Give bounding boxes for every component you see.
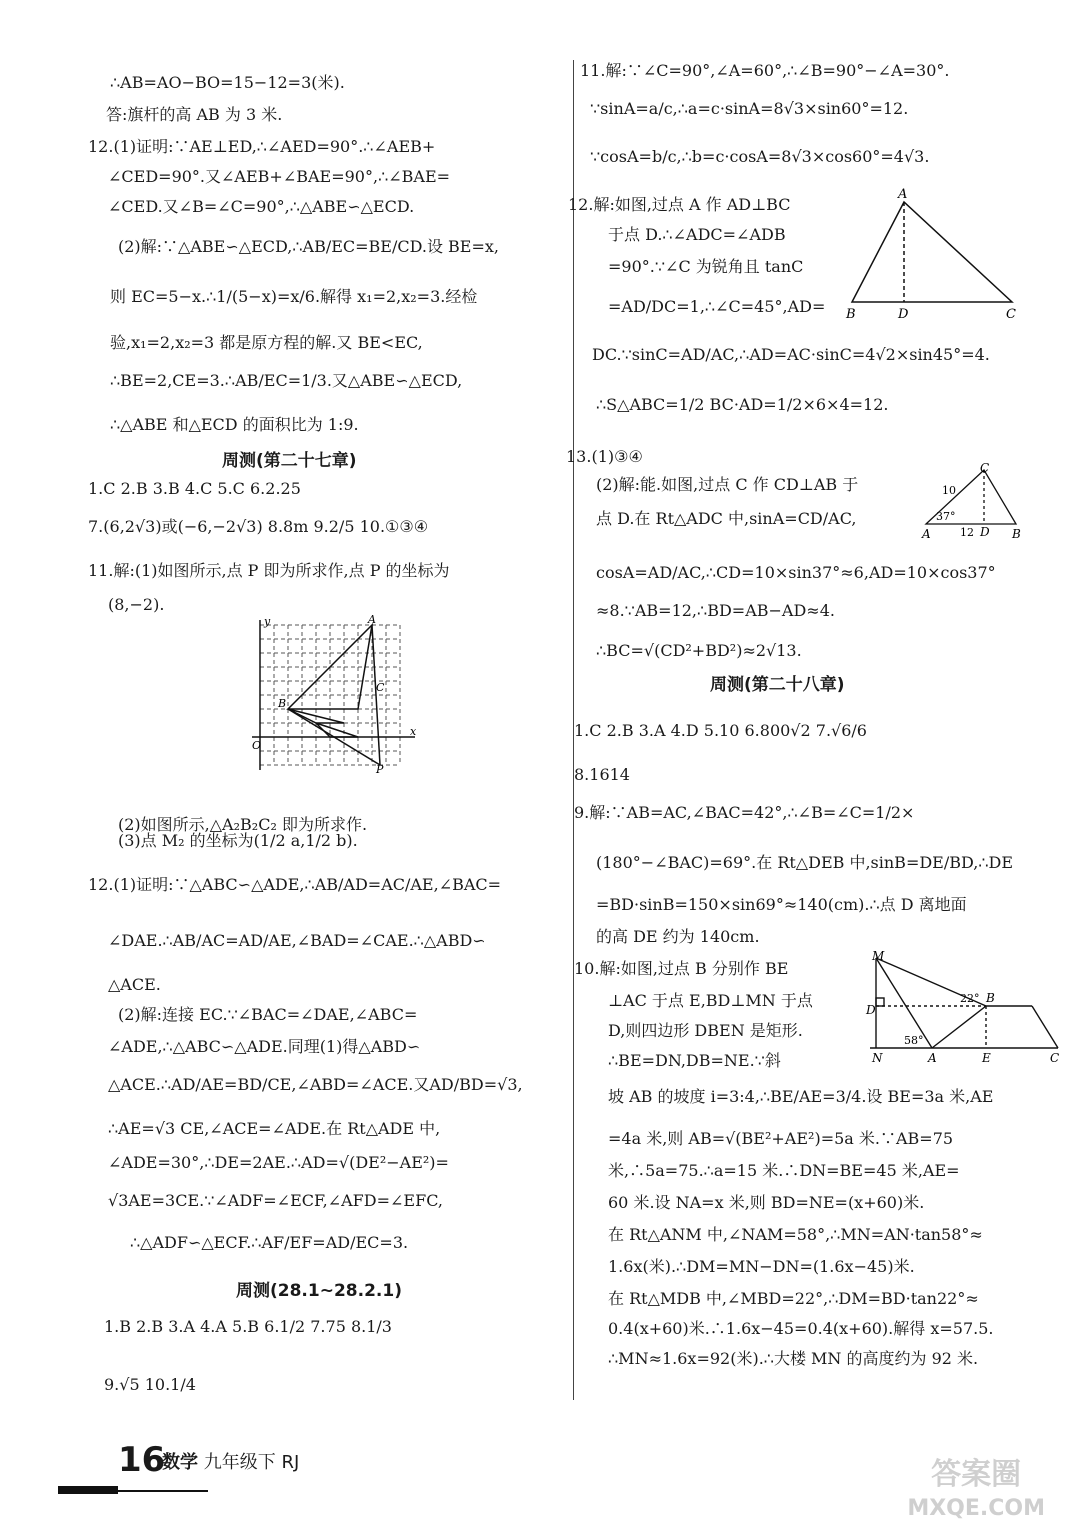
- text-line: 9.解:∵AB=AC,∠BAC=42°,∴∠B=∠C=1/2×: [574, 803, 915, 822]
- watermark-bottom: MXQE.COM: [907, 1496, 1045, 1521]
- svg-text:M: M: [872, 949, 885, 963]
- text-line: ∴AE=√3 CE,∠ACE=∠ADE.在 Rt△ADE 中,: [108, 1119, 441, 1138]
- text-line: 则 EC=5−x.∴1/(5−x)=x/6.解得 x₁=2,x₂=3.经检: [110, 287, 478, 306]
- svg-text:O: O: [252, 739, 262, 752]
- text-line: 12.(1)证明:∵AE⊥ED,∴∠AED=90°.∴∠AEB+: [88, 137, 436, 156]
- svg-text:A: A: [928, 1051, 937, 1065]
- text-line: √3AE=3CE.∵∠ADF=∠ECF,∠AFD=∠EFC,: [108, 1191, 443, 1210]
- svg-text:D: D: [898, 307, 909, 322]
- text-line: ∠CED=90°.又∠AEB+∠BAE=90°,∴∠BAE=: [108, 167, 451, 186]
- text-line: ∴BE=2,CE=3.∴AB/EC=1/3.又△ABE∽△ECD,: [110, 371, 463, 390]
- watermark-logo: [907, 1458, 1045, 1526]
- text-line: ∴AB=AO−BO=15−12=3(米).: [110, 73, 345, 92]
- text-line: =AD/DC=1,∴∠C=45°,AD=: [608, 297, 826, 316]
- text-line: (180°−∠BAC)=69°.在 Rt△DEB 中,sinB=DE/BD,∴DE: [596, 853, 1014, 872]
- text-line: (2)解:连接 EC.∵∠BAC=∠DAE,∠ABC=: [118, 1005, 418, 1024]
- text-line: ∴MN≈1.6x=92(米).∴大楼 MN 的高度约为 92 米.: [608, 1349, 979, 1368]
- text-line: 10.解:如图,过点 B 分别作 BE: [574, 959, 789, 978]
- svg-text:N: N: [872, 1051, 883, 1065]
- text-line: 于点 D.∴∠ADC=∠ADB: [608, 225, 786, 244]
- text-line: 1.6x(米).∴DM=MN−DN=(1.6x−45)米.: [608, 1257, 915, 1276]
- svg-text:C: C: [376, 681, 385, 694]
- text-line: 在 Rt△MDB 中,∠MBD=22°,∴DM=BD·tan22°≈: [608, 1289, 979, 1308]
- svg-text:A: A: [368, 615, 376, 626]
- svg-text:B: B: [1012, 527, 1021, 541]
- text-line: (2)解:能.如图,过点 C 作 CD⊥AB 于: [596, 475, 859, 494]
- text-line: ≈8.∵AB=12,∴BD=AB−AD≈4.: [596, 601, 835, 620]
- text-line: ∠ADE,∴△ABC∽△ADE.同理(1)得△ABD∽: [108, 1037, 421, 1056]
- text-line: ∵cosA=b/c,∴b=c·cosA=8√3×cos60°=4√3.: [590, 147, 930, 166]
- text-line: (8,−2).: [108, 595, 165, 614]
- text-line: ∴S△ABC=1/2 BC·AD=1/2×6×4=12.: [596, 395, 889, 414]
- text-line: 11.解:∵∠C=90°,∠A=60°,∴∠B=90°−∠A=30°.: [580, 61, 950, 80]
- svg-text:C: C: [980, 462, 990, 475]
- svg-text:37°: 37°: [936, 510, 956, 523]
- text-line: 0.4(x+60)米.∴1.6x−45=0.4(x+60).解得 x=57.5.: [608, 1319, 994, 1338]
- answer-line: 9.√5 10.1/4: [104, 1375, 196, 1394]
- text-line: (2)解:∵△ABE∽△ECD,∴AB/EC=BE/CD.设 BE=x,: [118, 237, 499, 256]
- triangle-figure-12: [842, 186, 1032, 322]
- section-heading: 周测(第二十八章): [710, 675, 845, 695]
- footer-line: [118, 1490, 208, 1492]
- text-line: (3)点 M₂ 的坐标为(1/2 a,1/2 b).: [118, 831, 358, 850]
- answer-line: 1.C 2.B 3.A 4.D 5.10 6.800√2 7.√6/6: [574, 721, 867, 740]
- svg-text:22°: 22°: [960, 992, 980, 1005]
- text-line: (2)如图所示,△A₂B₂C₂ 即为所求作.: [118, 815, 368, 834]
- svg-text:B: B: [986, 991, 995, 1005]
- footer-grade: 九年级下: [203, 1452, 276, 1473]
- building-slope-figure: [862, 948, 1062, 1066]
- text-line: ⊥AC 于点 E,BD⊥MN 于点: [608, 991, 813, 1010]
- text-line: 的高 DE 约为 140cm.: [596, 927, 760, 946]
- text-line: 点 D.在 Rt△ADC 中,sinA=CD/AC,: [596, 509, 857, 528]
- text-line: ∠CED.又∠B=∠C=90°,∴△ABE∽△ECD.: [108, 197, 415, 216]
- text-line: 坡 AB 的坡度 i=3:4,∴BE/AE=3/4.设 BE=3a 米,AE: [608, 1087, 994, 1106]
- text-line: ∵sinA=a/c,∴a=c·sinA=8√3×sin60°=12.: [590, 99, 909, 118]
- text-line: 答:旗杆的高 AB 为 3 米.: [106, 105, 283, 124]
- text-line: cosA=AD/AC,∴CD=10×sin37°≈6,AD=10×cos37°: [596, 563, 996, 582]
- svg-text:A: A: [922, 527, 931, 541]
- page-number: 16: [118, 1440, 166, 1480]
- watermark-top: 答案圈: [931, 1457, 1022, 1492]
- footer-edition: RJ: [281, 1452, 300, 1473]
- svg-text:P: P: [376, 763, 384, 775]
- text-line: DC.∵sinC=AD/AC,∴AD=AC·sinC=4√2×sin45°=4.: [592, 345, 990, 364]
- triangle-figure-13: [916, 462, 1026, 542]
- text-line: 12.解:如图,过点 A 作 AD⊥BC: [568, 195, 791, 214]
- text-line: ∴BE=DN,DB=NE.∵斜: [608, 1051, 781, 1070]
- svg-text:10: 10: [942, 484, 956, 497]
- text-line: △ACE.: [108, 975, 161, 994]
- text-line: 在 Rt△ANM 中,∠NAM=58°,∴MN=AN·tan58°≈: [608, 1225, 983, 1244]
- svg-text:A: A: [898, 187, 908, 202]
- text-line: ∠DAE.∴AB/AC=AD/AE,∠BAD=∠CAE.∴△ABD∽: [108, 931, 486, 950]
- svg-text:D: D: [980, 525, 990, 539]
- text-line: 12.(1)证明:∵△ABC∽△ADE,∴AB/AD=AC/AE,∠BAC=: [88, 875, 502, 894]
- footer-title: [162, 1448, 299, 1474]
- footer-subject: 数学: [162, 1452, 198, 1473]
- text-line: 13.(1)③④: [566, 447, 643, 466]
- text-line: ∠ADE=30°,∴DE=2AE.∴AD=√(DE²−AE²)=: [108, 1153, 449, 1172]
- text-line: D,则四边形 DBEN 是矩形.: [608, 1021, 803, 1040]
- section-heading: 周测(第二十七章): [222, 451, 357, 471]
- svg-text:B: B: [846, 307, 856, 322]
- text-line: 验,x₁=2,x₂=3 都是原方程的解.又 BE<EC,: [110, 333, 423, 352]
- footer-bar: [58, 1486, 118, 1494]
- text-line: ∴△ADF∽△ECF.∴AF/EF=AD/EC=3.: [130, 1233, 409, 1252]
- svg-text:B: B: [278, 697, 287, 710]
- svg-text:x: x: [410, 725, 417, 738]
- text-line: 60 米.设 NA=x 米,则 BD=NE=(x+60)米.: [608, 1193, 925, 1212]
- text-line: ∴△ABE 和△ECD 的面积比为 1:9.: [110, 415, 359, 434]
- answer-line: 1.B 2.B 3.A 4.A 5.B 6.1/2 7.75 8.1/3: [104, 1317, 392, 1336]
- text-line: 11.解:(1)如图所示,点 P 即为所求作,点 P 的坐标为: [88, 561, 450, 580]
- text-line: =4a 米,则 AB=√(BE²+AE²)=5a 米.∵AB=75: [608, 1129, 954, 1148]
- svg-text:E: E: [982, 1051, 991, 1065]
- svg-text:D: D: [866, 1003, 876, 1017]
- svg-text:12: 12: [960, 526, 974, 539]
- answer-line: 8.1614: [574, 765, 630, 784]
- svg-text:C: C: [1050, 1051, 1060, 1065]
- text-line: △ACE.∴AD/AE=BD/CE,∠ABD=∠ACE.又AD/BD=√3,: [108, 1075, 523, 1094]
- grid-figure: [250, 615, 420, 775]
- svg-text:y: y: [264, 615, 271, 628]
- text-line: =BD·sinB=150×sin69°≈140(cm).∴点 D 离地面: [596, 895, 967, 914]
- text-line: ∴BC=√(CD²+BD²)≈2√13.: [596, 641, 802, 660]
- section-heading: 周测(28.1~28.2.1): [236, 1281, 402, 1301]
- answer-line: 1.C 2.B 3.B 4.C 5.C 6.2.25: [88, 479, 301, 498]
- svg-text:58°: 58°: [904, 1034, 924, 1047]
- text-line: =90°.∵∠C 为锐角且 tanC: [608, 257, 804, 276]
- text-line: 米,∴5a=75.∴a=15 米.∴DN=BE=45 米,AE=: [608, 1161, 960, 1180]
- svg-text:C: C: [1006, 307, 1016, 322]
- answer-line: 7.(6,2√3)或(−6,−2√3) 8.8m 9.2/5 10.①③④: [88, 517, 429, 536]
